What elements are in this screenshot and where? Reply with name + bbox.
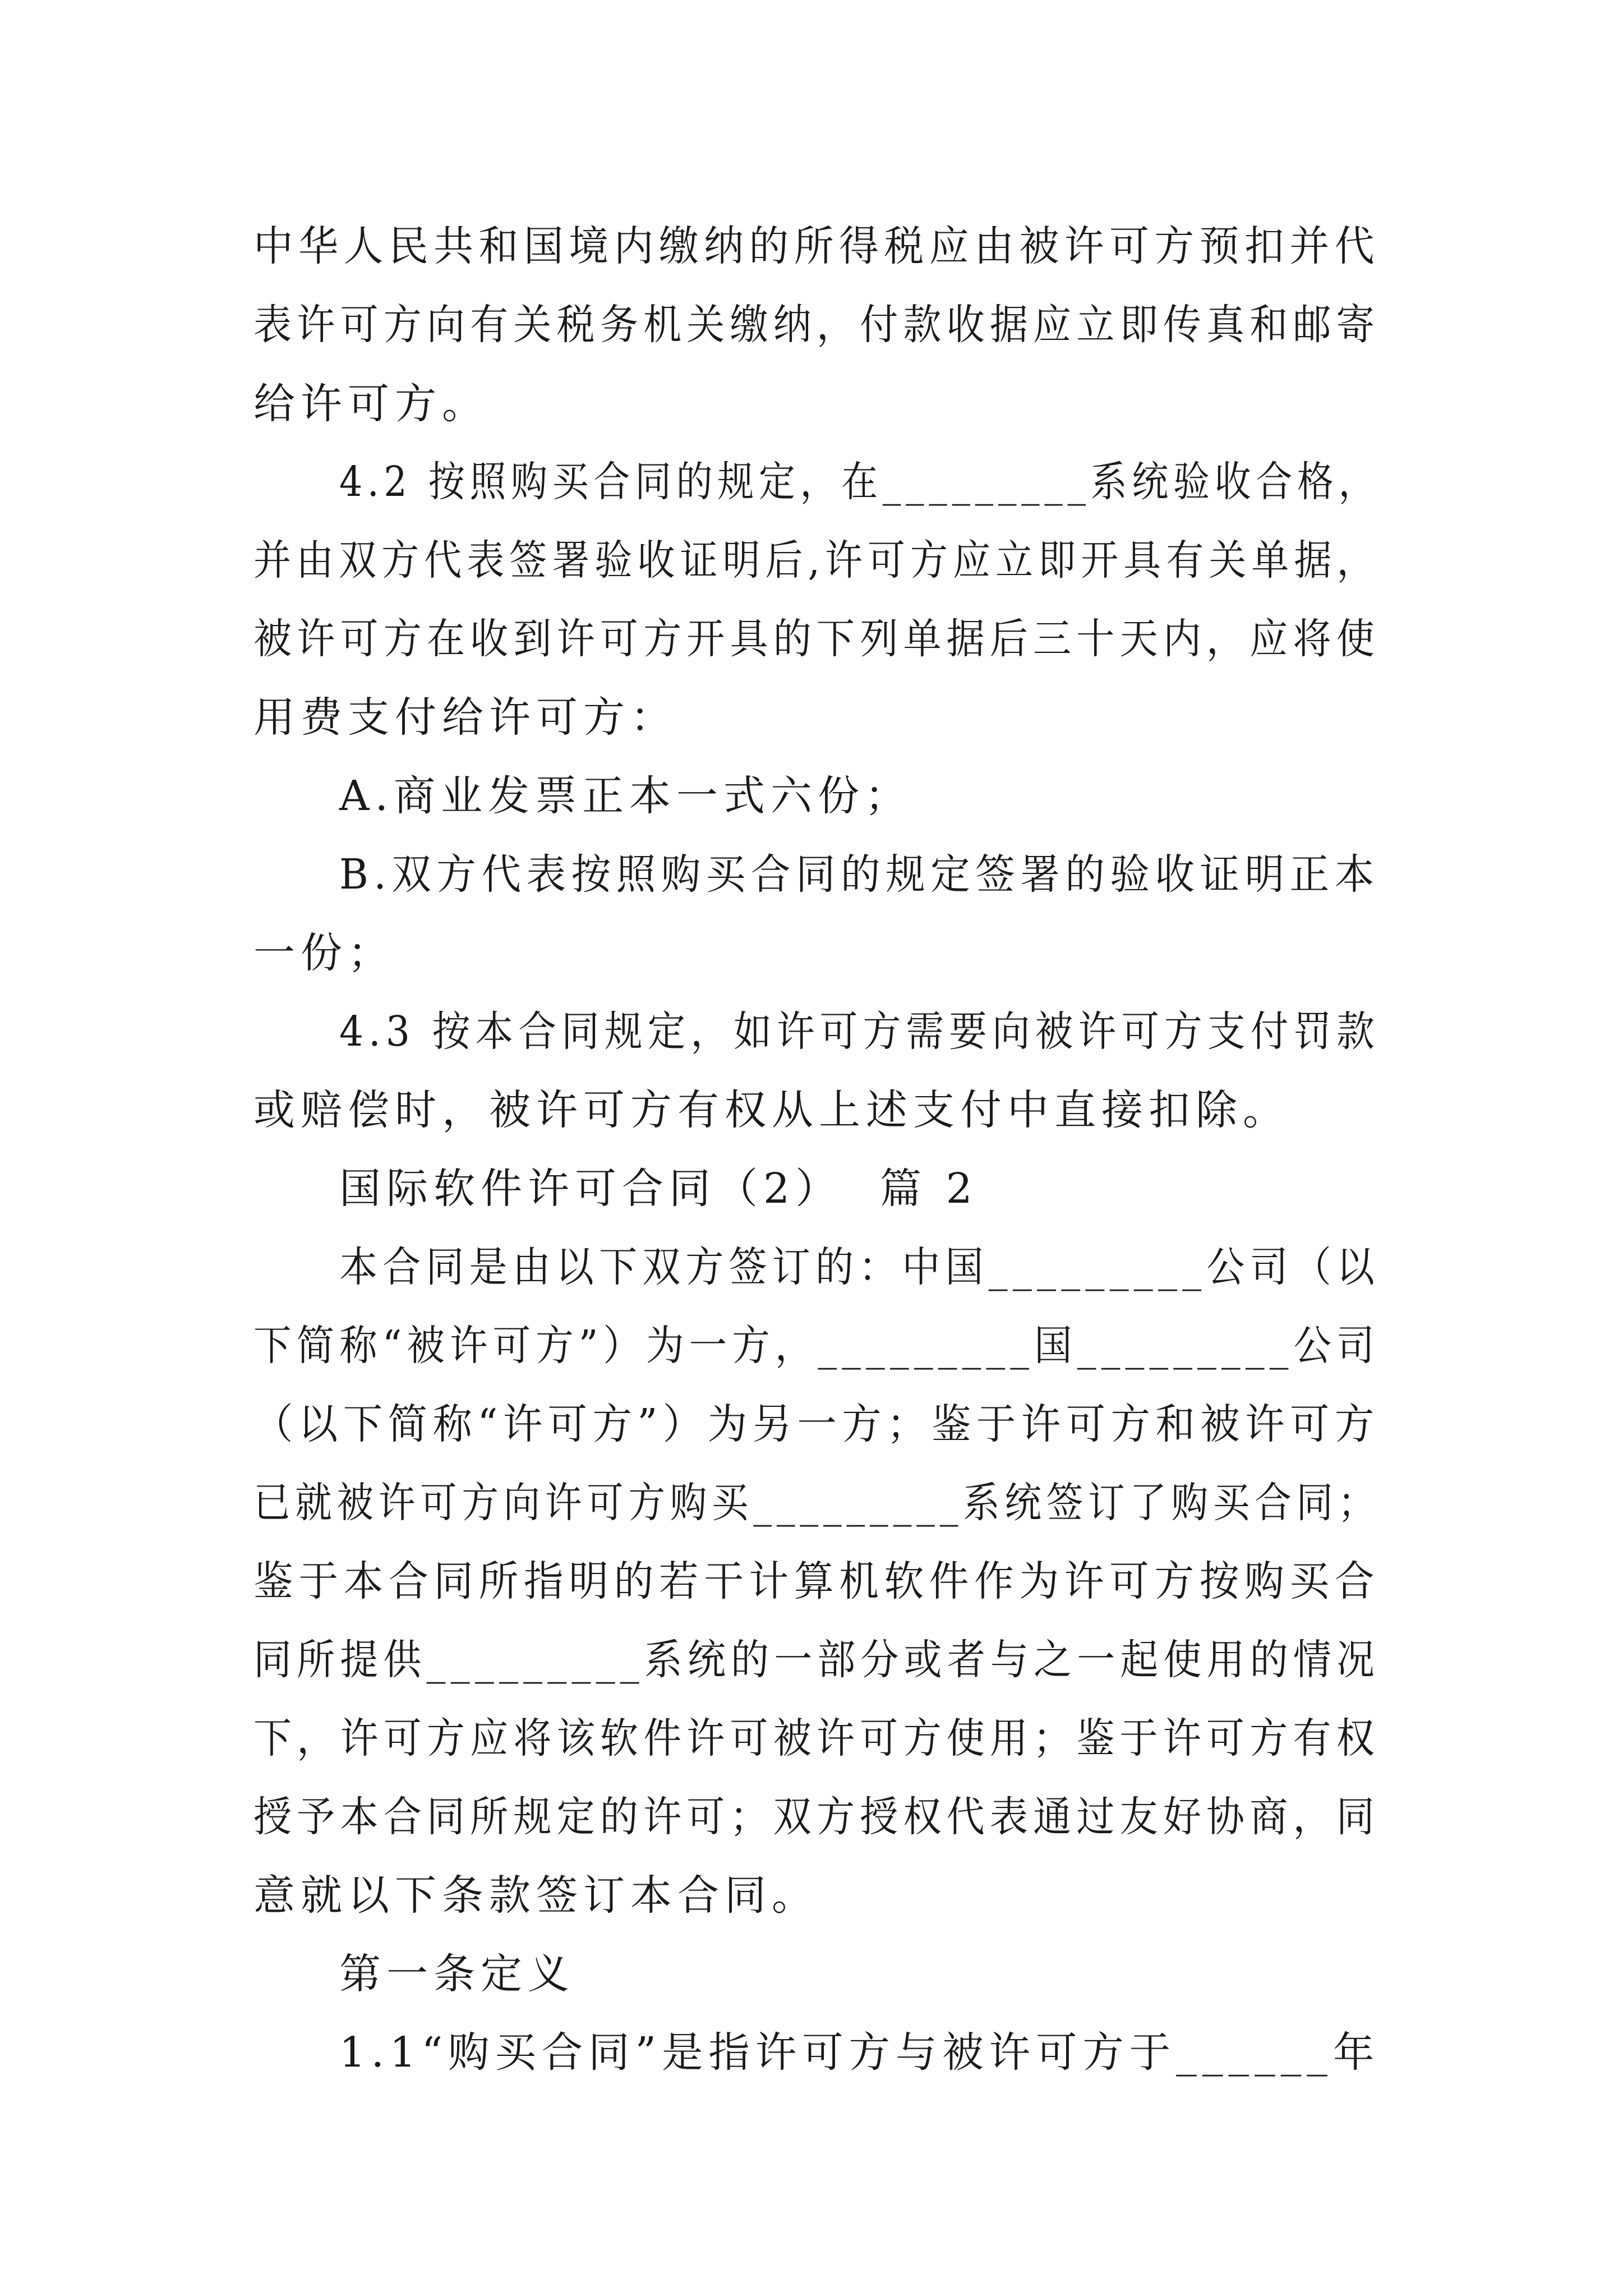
text-line: 被许可方在收到许可方开具的下列单据后三十天内，应将使 <box>253 615 1380 663</box>
text-line: 授予本合同所规定的许可；双方授权代表通过友好协商，同 <box>253 1793 1380 1841</box>
text-line: 给许可方。 <box>253 380 489 428</box>
text-line: 或赔偿时，被许可方有权从上述支付中直接扣除。 <box>253 1086 1290 1134</box>
text-line: 下简称“被许可方”）为一方，_________国_________公司 <box>253 1322 1380 1370</box>
text-line: 4.2 按照购买合同的规定，在_________系统验收合格， <box>339 458 1380 506</box>
text-line: 已就被许可方向许可方购买_________系统签订了购买合同； <box>253 1479 1380 1527</box>
text-line: 并由双方代表签署验收证明后,许可方应立即开具有关单据， <box>253 536 1380 585</box>
text-line: 鉴于本合同所指明的若干计算机软件作为许可方按购买合 <box>253 1557 1380 1605</box>
text-line: 本合同是由以下双方签订的：中国_________公司（以 <box>339 1243 1380 1291</box>
text-line: 下，许可方应将该软件许可被许可方使用；鉴于许可方有权 <box>253 1714 1380 1763</box>
text-line: A.商业发票正本一式六份； <box>339 772 912 820</box>
text-line: 1.1“购买合同”是指许可方与被许可方于______年 <box>339 2028 1380 2077</box>
text-line: B.双方代表按照购买合同的规定签署的验收证明正本 <box>339 850 1380 899</box>
text-line: 意就以下条款签订本合同。 <box>253 1871 819 1920</box>
text-line: 表许可方向有关税务机关缴纳，付款收据应立即传真和邮寄 <box>253 301 1380 349</box>
section-heading: 国际软件许可合同（2） 篇 2 <box>339 1165 978 1213</box>
text-line: 一份； <box>253 929 395 977</box>
text-line: 中华人民共和国境内缴纳的所得税应由被许可方预扣并代 <box>253 222 1380 270</box>
text-line: （以下简称“许可方”）为另一方；鉴于许可方和被许可方 <box>253 1400 1380 1448</box>
text-line: 用费支付给许可方： <box>253 693 677 742</box>
text-line: 同所提供_________系统的一部分或者与之一起使用的情况 <box>253 1636 1380 1684</box>
text-line: 4.3 按本合同规定，如许可方需要向被许可方支付罚款 <box>339 1007 1380 1056</box>
article-heading: 第一条定义 <box>339 1950 575 1998</box>
